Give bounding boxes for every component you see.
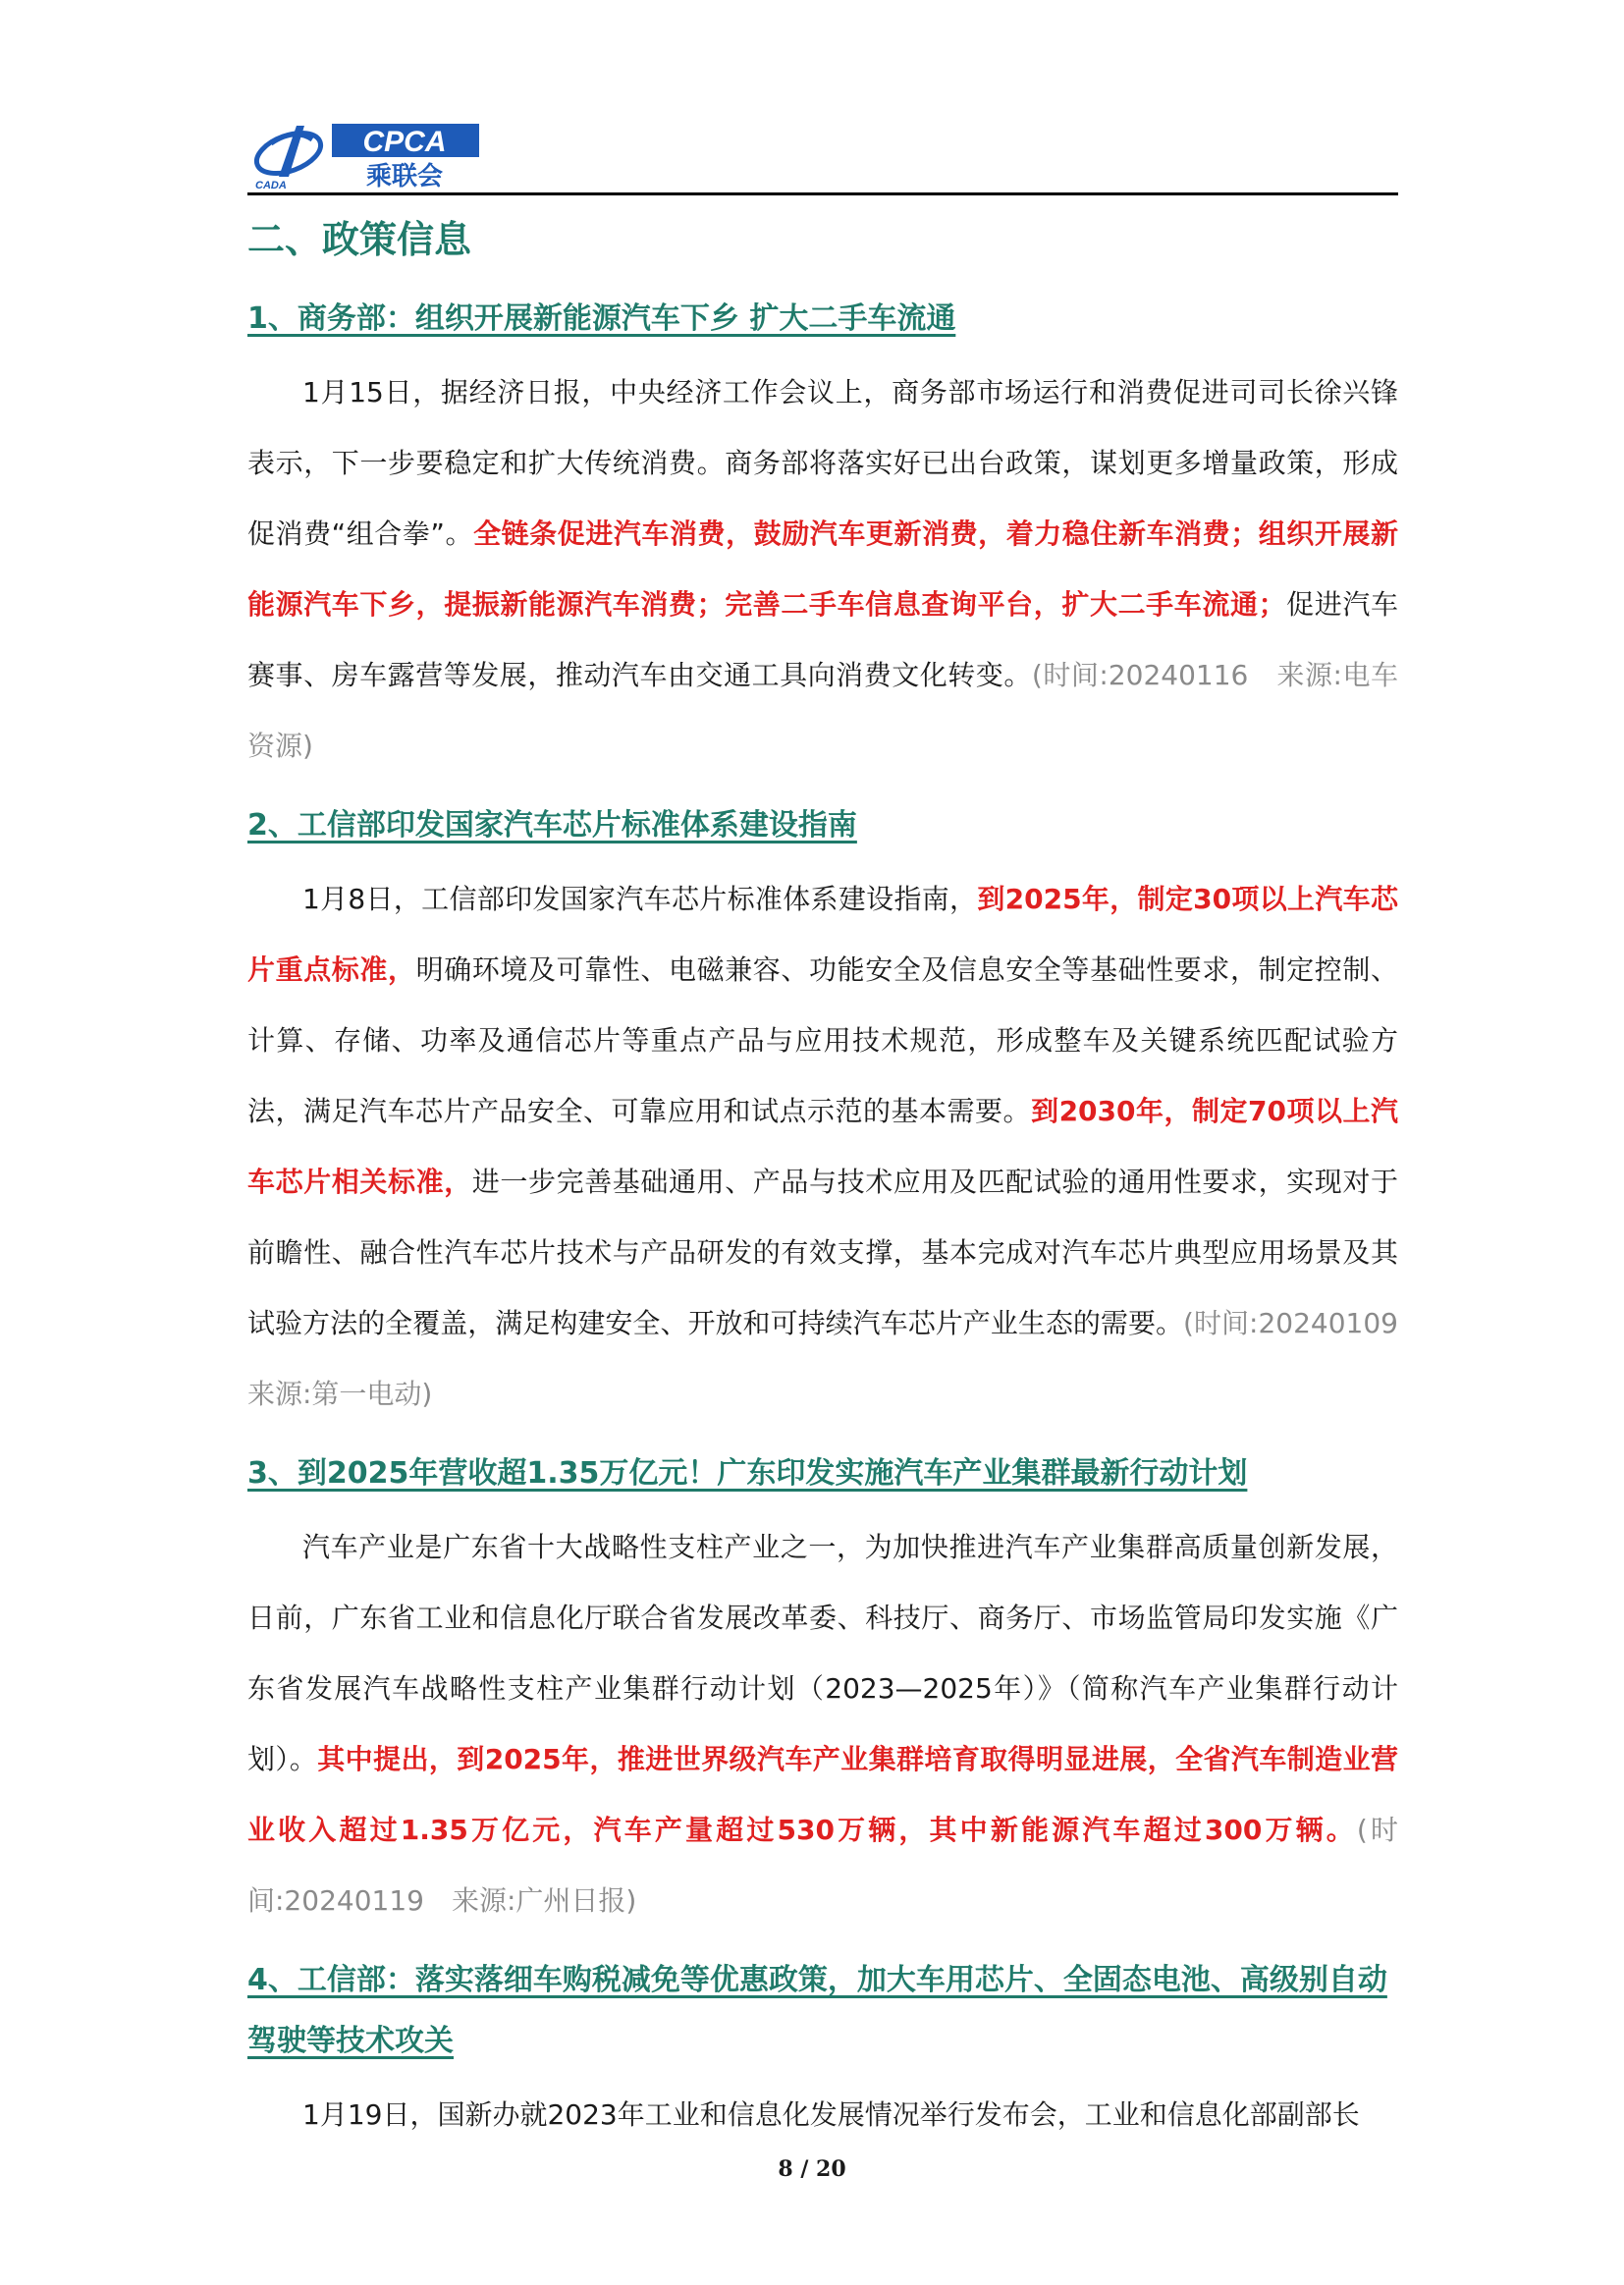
header-rule [247,192,1398,195]
text: 1月15日，据经济日报，中央经济工作会议上，商务部市场运行和消费促进司司长徐兴锋表示，下一步要稳定和扩大传统消费。商务部将落实好已出台政策，谋划更多增量政策，形成促消费“组合拳”。 [247,376,1398,550]
page-separator: / [800,2156,809,2182]
policy-item [247,795,1427,1430]
document-body [247,202,1427,2150]
cpca-logo-icon [249,114,485,192]
section-title: 二、政策信息 [247,218,472,261]
highlight-text: 全链条促进汽车消费，鼓励汽车更新消费，着力稳住新车消费；组织开展新能源汽车下乡，提振新能源汽车消费；完善二手车信息查询平台，扩大二手车流通； [247,517,1398,621]
text: 进一步完善基础通用、产品与技术应用及匹配试验的通用性要求，实现对于前瞻性、融合性汽车芯片技术与产品研发的有效支撑，基本完成对汽车芯片典型应用场景及其试验方法的全覆盖，满足构建安全、开放和可持续汽车芯片产业生态的需要。 [247,1166,1398,1339]
item-paragraph [247,2080,1398,2150]
page-number [0,2156,1624,2182]
cpca-logo [249,114,485,192]
page-total: 20 [816,2156,846,2182]
highlight-text: 到2030年，制定70项以上汽车芯片相关标准， [247,1095,1398,1198]
logo-subtext: 乘联会 [365,162,444,191]
item-title: 2、工信部印发国家汽车芯片标准体系建设指南 [247,808,857,843]
highlight-text: 到2025年，制定30项以上汽车芯片重点标准， [247,883,1398,986]
text: 汽车产业是广东省十大战略性支柱产业之一，为加快推进汽车产业集群高质量创新发展，日前，广东省工业和信息化厅联合省发展改革委、科技厅、商务厅、市场监管局印发实施《广东省发展汽车战略性支柱产业集群行动计划（2023—2025年）》（简称汽车产业集群行动计划）。 [247,1531,1398,1775]
item-title: 3、到2025年营收超1.35万亿元！广东印发实施汽车产业集群最新行动计划 [247,1456,1248,1491]
policy-item [247,1443,1398,1936]
text: 明确环境及可靠性、电磁兼容、功能安全及信息安全等基础性要求，制定控制、计算、存储、功率及通信芯片等重点产品与应用技术规范，形成整车及关键系统匹配试验方法，满足汽车芯片产品安全、可靠应用和试点示范的基本需要。 [247,953,1398,1127]
item-paragraph [247,864,1427,1430]
source-meta: (时间:20240119 来源:广州日报) [247,1814,1398,1917]
text: 促进汽车赛事、房车露营等发展，推动汽车由交通工具向消费文化转变。 [247,588,1398,691]
source-meta: (时间:20240109 来源:第一电动) [247,1307,1427,1410]
logo-text: CPCA [362,126,447,158]
logo-mark: CADA [255,180,287,191]
highlight-text: 其中提出，到2025年，推进世界级汽车产业集群培育取得明显进展，全省汽车制造业营业收入超过1.35万亿元，汽车产量超过530万辆，其中新能源汽车超过300万辆。 [247,1743,1398,1846]
item-paragraph [247,1512,1398,1936]
policy-item [247,1950,1398,2150]
policy-item [247,289,1398,782]
page-current: 8 [778,2156,793,2182]
text: 1月19日，国新办就2023年工业和信息化发展情况举行发布会，工业和信息化部副部长 [302,2098,1360,2131]
item-title: 4、工信部：落实落细车购税减免等优惠政策，加大车用芯片、全固态电池、高级别自动驾驶等技术攻关 [247,1963,1387,2058]
item-title: 1、商务部：组织开展新能源汽车下乡 扩大二手车流通 [247,301,956,336]
text: 1月8日，工信部印发国家汽车芯片标准体系建设指南， [302,883,978,915]
source-meta: (时间:20240116 来源:电车资源) [247,659,1398,762]
item-paragraph [247,357,1398,782]
